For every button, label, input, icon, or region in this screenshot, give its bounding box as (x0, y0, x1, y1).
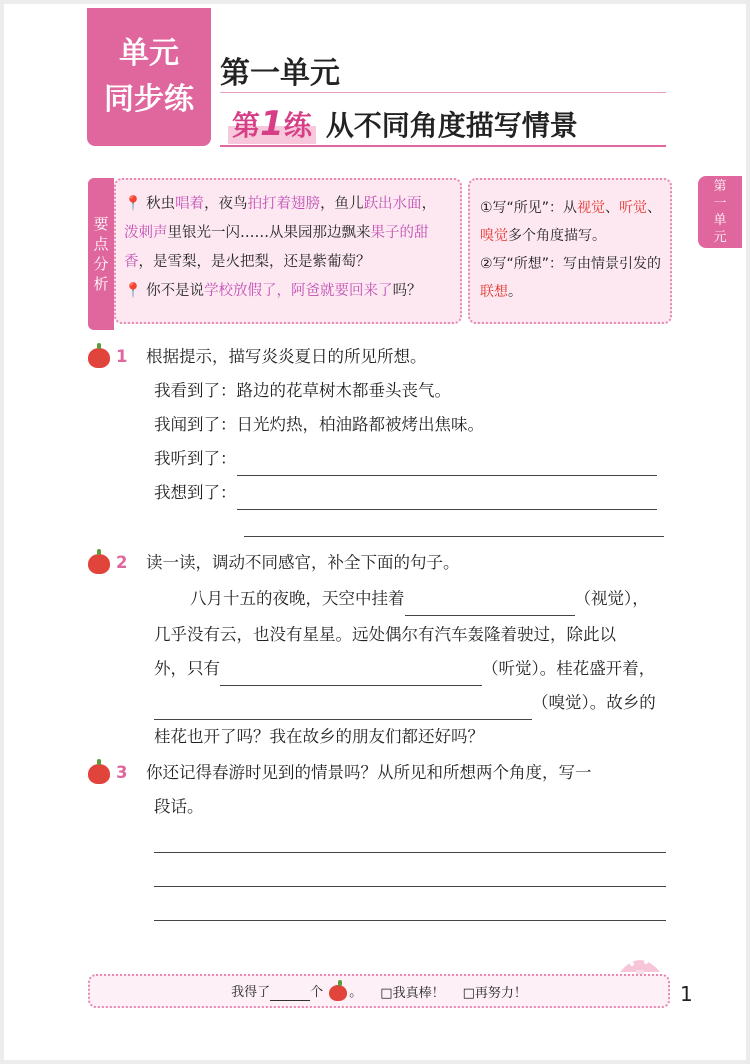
blank-hearing[interactable] (220, 659, 482, 686)
side-unit-tab (698, 176, 742, 248)
badge-line1: 单元 (119, 36, 179, 71)
lesson-heading (228, 104, 578, 144)
apple-icon (329, 985, 347, 1001)
checkbox-great[interactable]: □我真棒！ (380, 985, 445, 1001)
highlight: 学校放假了，阿爸就要回来了 (204, 283, 393, 299)
writing-line[interactable] (154, 920, 666, 921)
blank-smell[interactable] (154, 693, 532, 720)
score-blank[interactable] (270, 986, 310, 1001)
q2-sentence-4 (154, 686, 656, 720)
apple-icon (88, 554, 110, 574)
text: 里银光一闪……从果园那边飘来 (167, 225, 371, 241)
lesson-prefix: 第 (232, 109, 261, 142)
text: 八月十五的夜晚，天空中挂着 (190, 589, 405, 608)
question-number: 1 (116, 347, 128, 366)
workbook-page (4, 4, 746, 1060)
text: （听觉）。桂花盛开着， (482, 659, 656, 678)
apple-icon (88, 764, 110, 784)
text: 吗？ (392, 283, 422, 299)
location-pin-icon: 📍 (124, 196, 143, 212)
text: 秋虫 (146, 196, 176, 212)
highlight: 跃出水面 (363, 196, 422, 212)
lesson-suffix: 练 (283, 109, 312, 142)
key-points-examples (114, 178, 462, 324)
q1-line-smell: 我闻到了：日光灼热，柏油路都被烤出焦味。 (154, 415, 484, 434)
question-1-prompt (88, 340, 427, 374)
label-char: 分 (93, 255, 109, 273)
text: 个 (310, 985, 324, 1001)
q1-line-think (154, 476, 657, 510)
text: （视觉）， (574, 589, 649, 608)
highlight: 拍打着翅膀 (247, 196, 321, 212)
q2-sentence-3 (154, 652, 655, 686)
highlight: 果子的甜香 (124, 225, 429, 270)
answer-blank-hear[interactable] (237, 449, 657, 476)
text: ， (421, 196, 437, 212)
prompt-label: 我听到了： (154, 449, 237, 468)
lesson-name: 从不同角度描写情景 (325, 109, 578, 142)
question-number: 3 (116, 763, 128, 782)
self-evaluation-bar (88, 974, 670, 1008)
key-points-notes (468, 178, 672, 324)
note-1 (480, 194, 662, 250)
location-pin-icon: 📍 (124, 283, 143, 299)
question-3-prompt-cont: 段话。 (154, 797, 204, 816)
checkbox-try-harder[interactable]: □再努力！ (462, 985, 527, 1001)
text: （嗅觉）。故乡的 (532, 693, 656, 712)
highlight: 听觉 (619, 200, 648, 216)
highlight: 视觉 (577, 200, 606, 216)
side-tab-char: 元 (713, 230, 727, 245)
question-text: 读一读，调动不同感官，补全下面的句子。 (146, 553, 460, 572)
question-2-prompt (88, 546, 460, 580)
text: ，鱼儿 (320, 196, 364, 212)
badge-line2: 同步练 (104, 82, 194, 117)
question-text: 你还记得春游时见到的情景吗？从所见和所想两个角度，写一 (146, 763, 592, 782)
text: 。 (349, 985, 363, 1001)
text: 、 (605, 200, 620, 216)
text: 。 (508, 284, 522, 300)
text: 我得了 (231, 985, 271, 1001)
q1-line-see: 我看到了：路边的花草树木都垂头丧气。 (154, 381, 451, 400)
lesson-number: 1 (260, 104, 284, 144)
highlight: 嗅觉 (480, 228, 508, 244)
text: ②写“所想”：写由情景引发的 (480, 256, 662, 272)
text: 你不是说 (146, 283, 205, 299)
apple-icon (88, 348, 110, 368)
label-char: 要 (93, 215, 109, 233)
page-number: 1 (680, 982, 693, 1006)
q2-sentence-2: 几乎没有云，也没有星星。远处偶尔有汽车轰隆着驶过，除此以 (154, 625, 616, 644)
lesson-tag (228, 104, 316, 144)
question-text: 根据提示，描写炎炎夏日的所见所想。 (146, 347, 427, 366)
note-2 (480, 250, 662, 306)
title-divider (220, 92, 666, 93)
side-tab-char: 第 (713, 179, 727, 194)
unit-title: 第一单元 (220, 56, 340, 91)
prompt-label: 我想到了： (154, 483, 237, 502)
answer-blank-think[interactable] (237, 483, 657, 510)
example-paragraph-2 (124, 277, 450, 306)
label-char: 析 (93, 275, 109, 293)
label-char: 点 (93, 235, 109, 253)
text: ，夜鸟 (204, 196, 248, 212)
question-number: 2 (116, 553, 128, 572)
score-text (231, 981, 362, 1001)
text: ①写“所见”：从 (480, 200, 578, 216)
text: 、 (647, 200, 662, 216)
text: ，是雪梨，是火把梨，还是紫葡萄？ (138, 254, 371, 270)
writing-line[interactable] (154, 852, 666, 853)
q2-sentence-1 (190, 582, 649, 616)
key-points-label (88, 178, 114, 330)
q2-sentence-5: 桂花也开了吗？我在故乡的朋友们都还好吗？ (154, 727, 484, 746)
unit-practice-badge (87, 8, 211, 146)
side-tab-char: 单 (713, 213, 727, 228)
answer-line-think-2[interactable] (244, 536, 664, 537)
side-tab-char: 一 (713, 196, 727, 211)
lesson-underline (220, 145, 666, 147)
text: 外，只有 (154, 659, 220, 678)
blank-visual[interactable] (405, 589, 575, 616)
highlight: 泼刺声 (124, 225, 168, 241)
highlight: 唱着 (175, 196, 205, 212)
question-3-prompt (88, 756, 592, 790)
example-paragraph-1 (124, 190, 450, 277)
writing-line[interactable] (154, 886, 666, 887)
text: 多个角度描写。 (508, 228, 606, 244)
q1-line-hear (154, 442, 657, 476)
highlight: 联想 (480, 284, 508, 300)
